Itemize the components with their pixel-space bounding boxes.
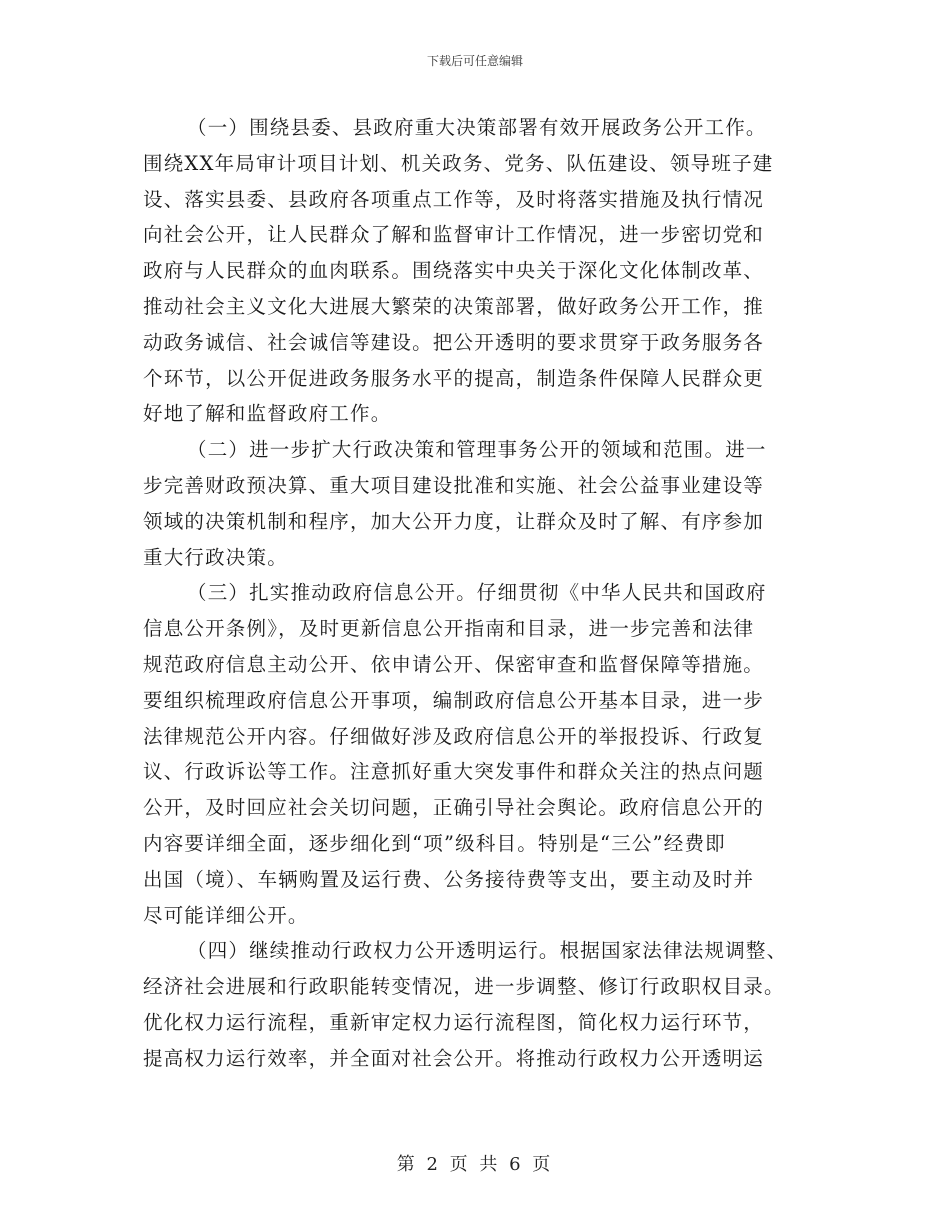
text-line: 推动社会主义文化大进展大繁荣的决策部署，做好政务公开工作，推 (143, 294, 765, 318)
paragraph-3 (143, 575, 808, 933)
text-line: （四）继续推动行政权力公开透明运行。根据国家法律法规调整、 (187, 939, 788, 963)
text-line: 法律规范公开内容。仔细做好涉及政府信息公开的举报投诉、行政复 (143, 724, 765, 748)
paragraph-1 (143, 110, 808, 432)
text-line: 经济社会进展和行政职能转变情况，进一步调整、修订行政职权目录。 (143, 975, 785, 999)
text-line: 领域的决策机制和程序，加大公开力度，让群众及时了解、有序参加 (143, 509, 765, 533)
text-line: 要组织梳理政府信息公开事项，编制政府信息公开基本目录，进一步 (143, 688, 765, 712)
text-line: 内容要详细全面，逐步细化到“项”级科目。特别是“三公”经费即 (143, 831, 726, 855)
text-line: 规范政府信息主动公开、依申请公开、保密审查和监督保障等措施。 (143, 652, 765, 676)
text-line: 尽可能详细公开。 (143, 903, 309, 927)
text-line: 向社会公开，让人民群众了解和监督审计工作情况，进一步密切党和 (143, 223, 765, 247)
text-line: 步完善财政预决算、重大项目建设批准和实施、社会公益事业建设等 (143, 473, 765, 497)
text-line: （二）进一步扩大行政决策和管理事务公开的领域和范围。进一 (187, 438, 767, 462)
text-line: 好地了解和监督政府工作。 (143, 402, 392, 426)
text-line: 公开，及时回应社会关切问题，正确引导社会舆论。政府信息公开的 (143, 796, 765, 820)
text-line: 优化权力运行流程，重新审定权力运行流程图，简化权力运行环节， (143, 1010, 765, 1034)
text-line: 出国（境）、车辆购置及运行费、公务接待费等支出，要主动及时并 (143, 867, 755, 891)
text-line: 重大行政决策。 (143, 545, 288, 569)
text-line: 提高权力运行效率，并全面对社会公开。将推动行政权力公开透明运 (143, 1046, 765, 1070)
text-line: （三）扎实推动政府信息公开。仔细贯彻《中华人民共和国政府 (187, 581, 767, 605)
text-line: 围绕XX年局审计项目计划、机关政务、党务、队伍建设、领导班子建 (143, 151, 774, 175)
text-line: 信息公开条例》，及时更新信息公开指南和目录，进一步完善和法律 (143, 617, 755, 641)
paragraph-4 (143, 933, 808, 1076)
text-line: 政府与人民群众的血肉联系。围绕落实中央关于深化文化体制改革、 (143, 259, 765, 283)
text-line: （一）围绕县委、县政府重大决策部署有效开展政务公开工作。 (187, 116, 767, 139)
page-header-note: 下载后可任意编辑 (426, 54, 523, 68)
text-line: 设、落实县委、县政府各项重点工作等，及时将落实措施及执行情况 (143, 187, 765, 211)
document-body (143, 110, 808, 1077)
paragraph-2 (143, 432, 808, 575)
text-line: 动政务诚信、社会诚信等建设。把公开透明的要求贯穿于政务服务各 (143, 330, 765, 354)
text-line: 个环节，以公开促进政务服务水平的提高，制造条件保障人民群众更 (143, 366, 765, 390)
text-line: 议、行政诉讼等工作。注意抓好重大突发事件和群众关注的热点问题 (143, 760, 765, 784)
page-number-footer: 第 2 页 共 6 页 (396, 1154, 554, 1175)
